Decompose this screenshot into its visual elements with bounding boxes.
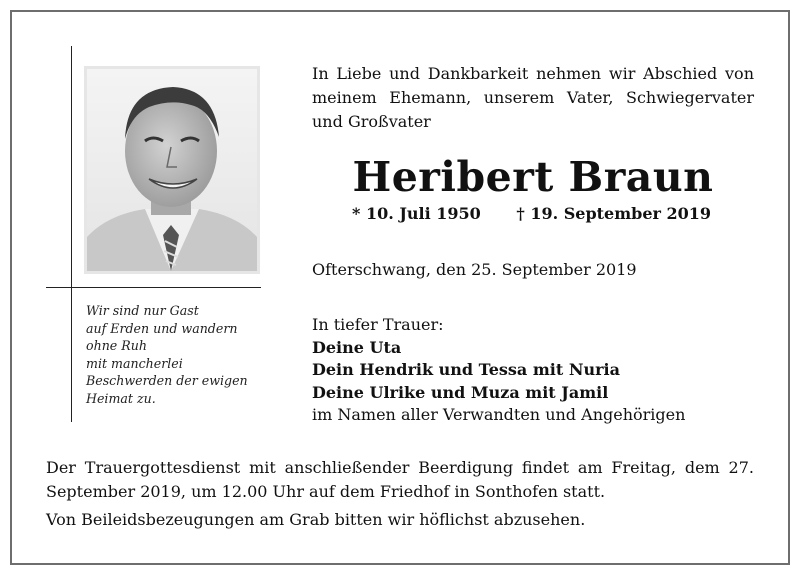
birth-date: * 10. Juli 1950 xyxy=(352,204,481,223)
poem xyxy=(86,302,266,408)
deceased-name: Heribert Braun xyxy=(352,153,714,201)
mourners-block xyxy=(312,314,685,427)
poem-line: Beschwerden der ewigen xyxy=(86,373,248,389)
poem-line: mit mancherlei xyxy=(86,355,183,371)
horizontal-rule xyxy=(46,287,261,288)
poem-line: Wir sind nur Gast xyxy=(86,303,199,318)
mourners-heading: In tiefer Trauer: xyxy=(312,315,444,334)
intro-text: In Liebe und Dankbarkeit nehmen wir Abschied von meinem Ehemann, unserem Vater, Schwiegervater und Großvater xyxy=(312,64,754,131)
place-date: Ofterschwang, den 25. September 2019 xyxy=(312,260,637,279)
condolence-note: Von Beileidsbezeugungen am Grab bitten wir höflichst abzusehen. xyxy=(46,510,586,529)
mourner-name: Deine Ulrike und Muza mit Jamil xyxy=(312,382,609,402)
life-dates xyxy=(352,204,711,223)
portrait-photo xyxy=(84,66,260,274)
mourner-name: Deine Uta xyxy=(312,337,402,357)
poem-line: auf Erden und wandern xyxy=(86,320,238,336)
mourners-closing: im Namen aller Verwandten und Angehörigen xyxy=(312,405,686,424)
poem-line: Heimat zu. xyxy=(86,390,156,406)
poem-line: ohne Ruh xyxy=(86,338,147,354)
service-announcement: Der Trauergottesdienst mit anschließender Beerdigung findet am Freitag, dem 27. September 2019, um 12.00 Uhr auf dem Friedhof in Sonthofen statt. xyxy=(46,458,754,501)
mourner-name: Dein Hendrik und Tessa mit Nuria xyxy=(312,360,620,379)
death-date: † 19. September 2019 xyxy=(516,204,712,223)
vertical-rule xyxy=(71,46,72,422)
